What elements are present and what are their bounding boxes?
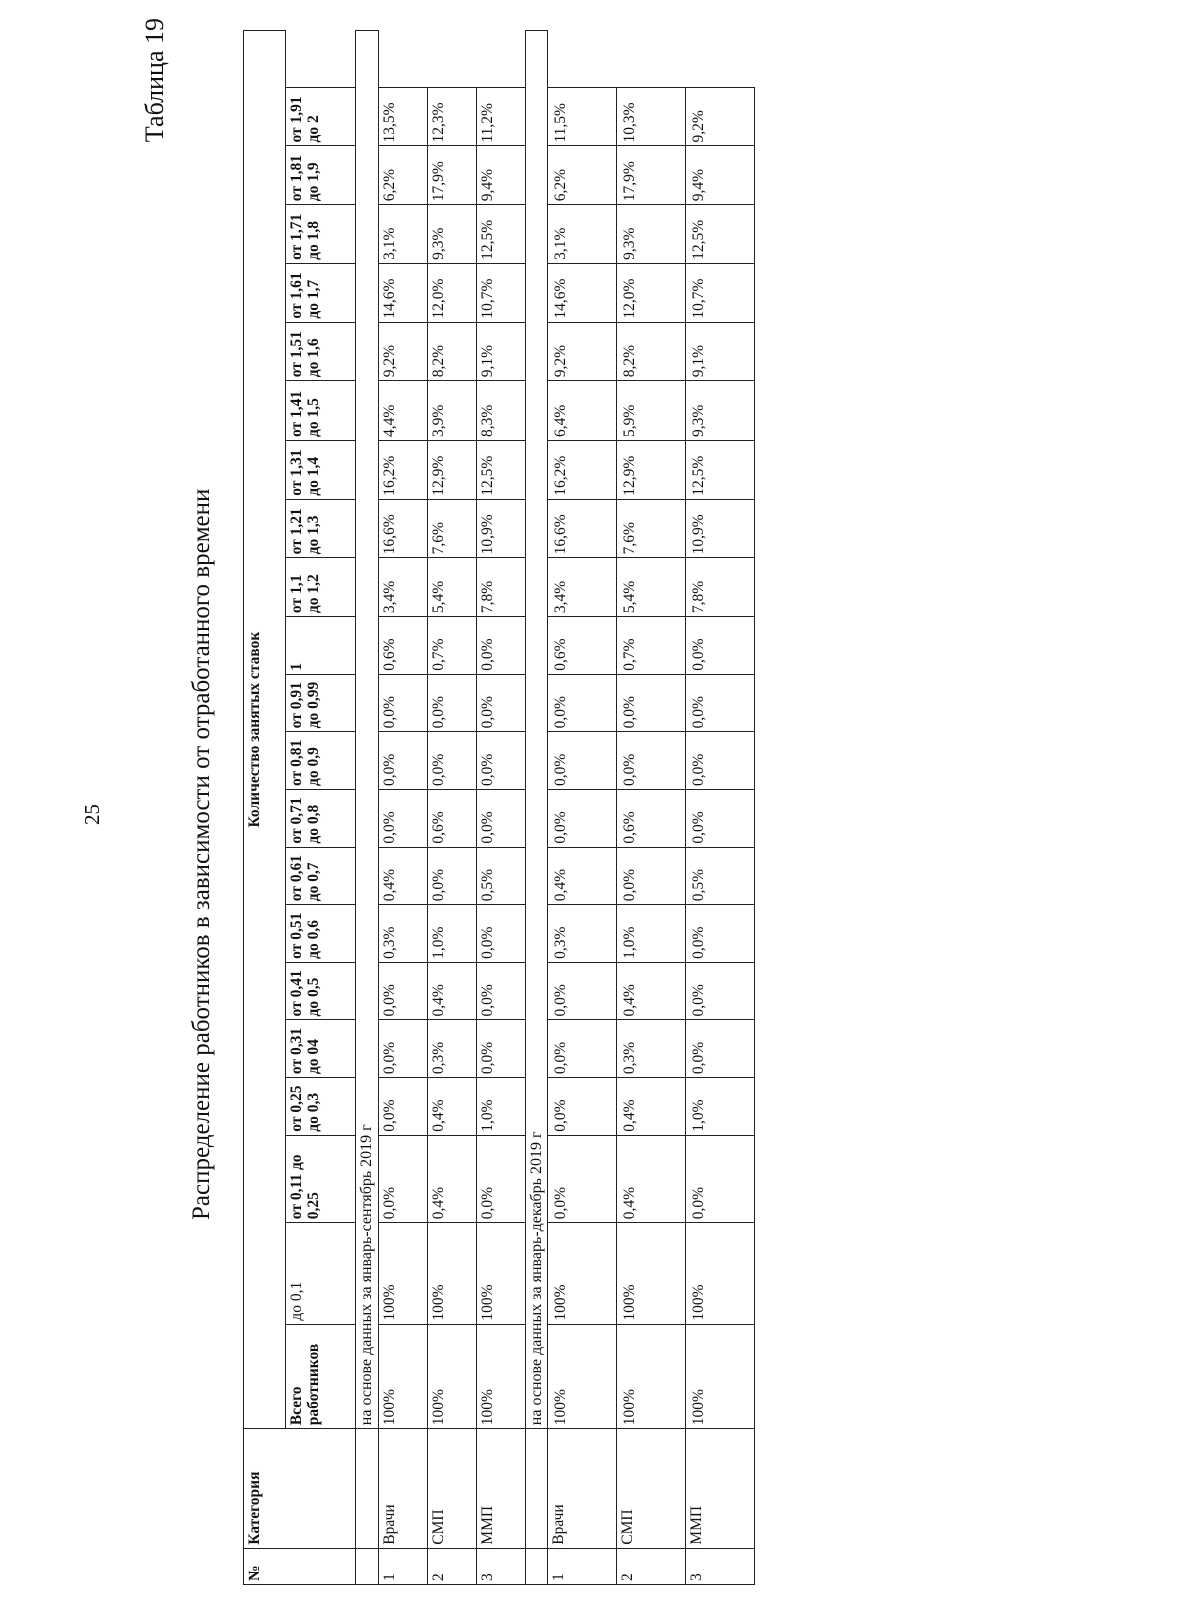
- row-value: 0,0%: [548, 674, 617, 732]
- row-value: 16,6%: [378, 499, 427, 558]
- row-value: 13,5%: [378, 87, 427, 146]
- header-rate-col: от 0,81 до 0,9: [286, 732, 356, 790]
- row-total: 100%: [476, 1324, 525, 1429]
- row-value: 0,4%: [548, 847, 617, 905]
- row-value: 12,0%: [427, 263, 476, 322]
- row-value: 11,2%: [476, 87, 525, 146]
- row-category: ММП: [476, 1429, 525, 1549]
- section-blank: [356, 1548, 379, 1584]
- row-value: 9,3%: [617, 205, 686, 264]
- row-number: 2: [617, 1548, 686, 1584]
- row-value: 9,4%: [476, 146, 525, 205]
- row-total: 100%: [686, 1324, 755, 1429]
- row-total: 100%: [378, 1324, 427, 1429]
- row-value: 7,8%: [476, 558, 525, 617]
- row-value: 0,0%: [548, 1078, 617, 1136]
- row-value: 0,6%: [617, 789, 686, 847]
- row-value: 100%: [617, 1223, 686, 1324]
- header-rate-col: от 1,41 до 1,5: [286, 381, 356, 441]
- row-value: 8,2%: [617, 322, 686, 381]
- row-value: 3,1%: [548, 205, 617, 264]
- row-value: 0,0%: [686, 732, 755, 790]
- row-number: 1: [378, 1548, 427, 1584]
- row-value: 0,6%: [378, 617, 427, 675]
- row-value: 9,2%: [548, 322, 617, 381]
- row-value: 10,3%: [617, 87, 686, 146]
- row-value: 0,0%: [427, 732, 476, 790]
- row-value: 0,0%: [686, 617, 755, 675]
- row-value: 5,4%: [427, 558, 476, 617]
- row-value: 10,9%: [686, 499, 755, 558]
- row-value: 0,0%: [427, 674, 476, 732]
- row-value: 0,0%: [476, 789, 525, 847]
- row-value: 12,5%: [686, 441, 755, 500]
- row-value: 3,1%: [378, 205, 427, 264]
- row-value: 0,0%: [476, 1135, 525, 1223]
- row-value: 0,0%: [476, 732, 525, 790]
- row-value: 0,0%: [476, 617, 525, 675]
- row-value: 10,7%: [476, 263, 525, 322]
- row-value: 12,5%: [476, 205, 525, 264]
- row-value: 100%: [427, 1223, 476, 1324]
- header-rate-col: от 1,61 до 1,7: [286, 263, 356, 322]
- header-rate-col: от 0,61 до 0,7: [286, 847, 356, 905]
- header-rate-col: от 0,11 до 0,25: [286, 1135, 356, 1223]
- row-value: 0,7%: [617, 617, 686, 675]
- row-value: 100%: [686, 1223, 755, 1324]
- table-row: [476, 31, 525, 1585]
- row-value: 6,2%: [548, 146, 617, 205]
- row-value: 0,0%: [548, 962, 617, 1020]
- row-value: 16,2%: [378, 441, 427, 500]
- row-category: Врачи: [378, 1429, 427, 1549]
- row-value: 100%: [378, 1223, 427, 1324]
- page-number: 25: [80, 804, 104, 825]
- row-value: 16,6%: [548, 499, 617, 558]
- header-total: Всего работников: [286, 1324, 356, 1429]
- header-rate-col: от 1,71 до 1,8: [286, 205, 356, 264]
- row-value: 0,0%: [548, 732, 617, 790]
- row-value: 17,9%: [617, 146, 686, 205]
- row-value: 0,0%: [548, 1135, 617, 1223]
- row-total: 100%: [427, 1324, 476, 1429]
- row-value: 0,0%: [427, 847, 476, 905]
- row-value: 1,0%: [686, 1078, 755, 1136]
- row-value: 0,0%: [617, 847, 686, 905]
- row-value: 0,0%: [686, 1135, 755, 1223]
- row-value: 5,4%: [617, 558, 686, 617]
- row-value: 5,9%: [617, 381, 686, 441]
- row-value: 3,4%: [548, 558, 617, 617]
- row-value: 0,4%: [427, 1078, 476, 1136]
- row-value: 0,0%: [476, 674, 525, 732]
- section-blank: [525, 1429, 548, 1549]
- header-rate-col: от 1,51 до 1,6: [286, 322, 356, 381]
- row-value: 0,3%: [378, 905, 427, 963]
- row-value: 0,0%: [378, 789, 427, 847]
- table-caption: Распределение работников в зависимости от отработанного времени: [188, 488, 215, 1220]
- row-value: 9,4%: [686, 146, 755, 205]
- row-value: 0,4%: [427, 1135, 476, 1223]
- row-value: 1,0%: [427, 905, 476, 963]
- row-value: 0,0%: [548, 789, 617, 847]
- table-row: [548, 31, 617, 1585]
- row-value: 0,0%: [686, 1020, 755, 1078]
- row-value: 0,4%: [617, 1078, 686, 1136]
- row-value: 10,7%: [686, 263, 755, 322]
- table-row: [378, 31, 427, 1585]
- header-rate-col: до 0,1: [286, 1223, 356, 1324]
- header-rate-col: от 1,91 до 2: [286, 87, 356, 146]
- row-value: 12,9%: [427, 441, 476, 500]
- row-value: 0,6%: [427, 789, 476, 847]
- row-value: 14,6%: [378, 263, 427, 322]
- row-value: 9,3%: [686, 381, 755, 441]
- header-rate-col: от 0,71 до 0,8: [286, 789, 356, 847]
- row-value: 0,0%: [378, 1020, 427, 1078]
- row-value: 8,2%: [427, 322, 476, 381]
- row-value: 0,4%: [427, 962, 476, 1020]
- section-title: на основе данных за январь-декабрь 2019 г: [525, 31, 548, 1429]
- row-value: 11,5%: [548, 87, 617, 146]
- row-value: 3,4%: [378, 558, 427, 617]
- row-value: 9,2%: [686, 87, 755, 146]
- header-rate-col: от 0,91 до 0,99: [286, 674, 356, 732]
- row-value: 0,0%: [378, 732, 427, 790]
- header-rate-col: от 1,1 до 1,2: [286, 558, 356, 617]
- row-value: 0,0%: [548, 1020, 617, 1078]
- header-no: №: [244, 1548, 356, 1584]
- header-rate-col: 1: [286, 617, 356, 675]
- row-value: 12,5%: [686, 205, 755, 264]
- row-value: 6,4%: [548, 381, 617, 441]
- row-value: 12,5%: [476, 441, 525, 500]
- row-value: 0,4%: [617, 962, 686, 1020]
- row-category: Врачи: [548, 1429, 617, 1549]
- row-value: 7,6%: [427, 499, 476, 558]
- row-total: 100%: [548, 1324, 617, 1429]
- row-value: 0,0%: [617, 674, 686, 732]
- row-category: ММП: [686, 1429, 755, 1549]
- row-value: 12,0%: [617, 263, 686, 322]
- row-value: 9,1%: [476, 322, 525, 381]
- row-value: 7,8%: [686, 558, 755, 617]
- row-value: 6,2%: [378, 146, 427, 205]
- row-value: 0,0%: [686, 789, 755, 847]
- row-value: 0,0%: [686, 905, 755, 963]
- table-row: [617, 31, 686, 1585]
- section-blank: [525, 1548, 548, 1584]
- row-value: 0,0%: [378, 1078, 427, 1136]
- row-value: 0,0%: [378, 674, 427, 732]
- header-category: Категория: [244, 1429, 356, 1549]
- section-title: на основе данных за январь-сентябрь 2019 г: [356, 31, 379, 1429]
- row-category: СМП: [617, 1429, 686, 1549]
- row-value: 0,5%: [476, 847, 525, 905]
- table-label: Таблица 19: [140, 18, 169, 143]
- row-value: 100%: [548, 1223, 617, 1324]
- table-row: [686, 31, 755, 1585]
- row-number: 2: [427, 1548, 476, 1584]
- header-rate-col: от 1,81 до 1,9: [286, 146, 356, 205]
- row-total: 100%: [617, 1324, 686, 1429]
- row-value: 1,0%: [476, 1078, 525, 1136]
- table-row: [427, 31, 476, 1585]
- row-value: 0,0%: [617, 732, 686, 790]
- section-blank: [356, 1429, 379, 1549]
- row-value: 0,5%: [686, 847, 755, 905]
- row-value: 0,4%: [617, 1135, 686, 1223]
- row-value: 0,3%: [427, 1020, 476, 1078]
- row-value: 0,0%: [686, 674, 755, 732]
- row-number: 3: [476, 1548, 525, 1584]
- row-value: 9,1%: [686, 322, 755, 381]
- row-value: 1,0%: [617, 905, 686, 963]
- row-value: 9,3%: [427, 205, 476, 264]
- header-rate-col: от 0,51 до 0,6: [286, 905, 356, 963]
- row-value: 12,9%: [617, 441, 686, 500]
- header-rate-col: от 1,21 до 1,3: [286, 499, 356, 558]
- row-number: 1: [548, 1548, 617, 1584]
- row-value: 17,9%: [427, 146, 476, 205]
- distribution-table: [243, 30, 755, 1585]
- row-category: СМП: [427, 1429, 476, 1549]
- row-value: 0,6%: [548, 617, 617, 675]
- row-value: 9,2%: [378, 322, 427, 381]
- row-value: 0,3%: [548, 905, 617, 963]
- row-value: 0,0%: [686, 962, 755, 1020]
- row-value: 10,9%: [476, 499, 525, 558]
- row-value: 7,6%: [617, 499, 686, 558]
- row-value: 3,9%: [427, 381, 476, 441]
- row-value: 0,7%: [427, 617, 476, 675]
- header-rate-col: от 0,25 до 0,3: [286, 1078, 356, 1136]
- header-rate-col: от 0,41 до 0,5: [286, 962, 356, 1020]
- header-rate-group: Количество занятых ставок: [244, 31, 286, 1429]
- row-value: 0,3%: [617, 1020, 686, 1078]
- row-value: 0,4%: [378, 847, 427, 905]
- row-value: 4,4%: [378, 381, 427, 441]
- row-value: 0,0%: [378, 962, 427, 1020]
- header-rate-col: от 0,31 до 04: [286, 1020, 356, 1078]
- row-value: 0,0%: [476, 962, 525, 1020]
- row-value: 100%: [476, 1223, 525, 1324]
- row-value: 0,0%: [476, 905, 525, 963]
- row-value: 0,0%: [378, 1135, 427, 1223]
- row-value: 12,3%: [427, 87, 476, 146]
- row-value: 14,6%: [548, 263, 617, 322]
- row-value: 0,0%: [476, 1020, 525, 1078]
- row-number: 3: [686, 1548, 755, 1584]
- row-value: 8,3%: [476, 381, 525, 441]
- row-value: 16,2%: [548, 441, 617, 500]
- header-rate-col: от 1,31 до 1,4: [286, 441, 356, 500]
